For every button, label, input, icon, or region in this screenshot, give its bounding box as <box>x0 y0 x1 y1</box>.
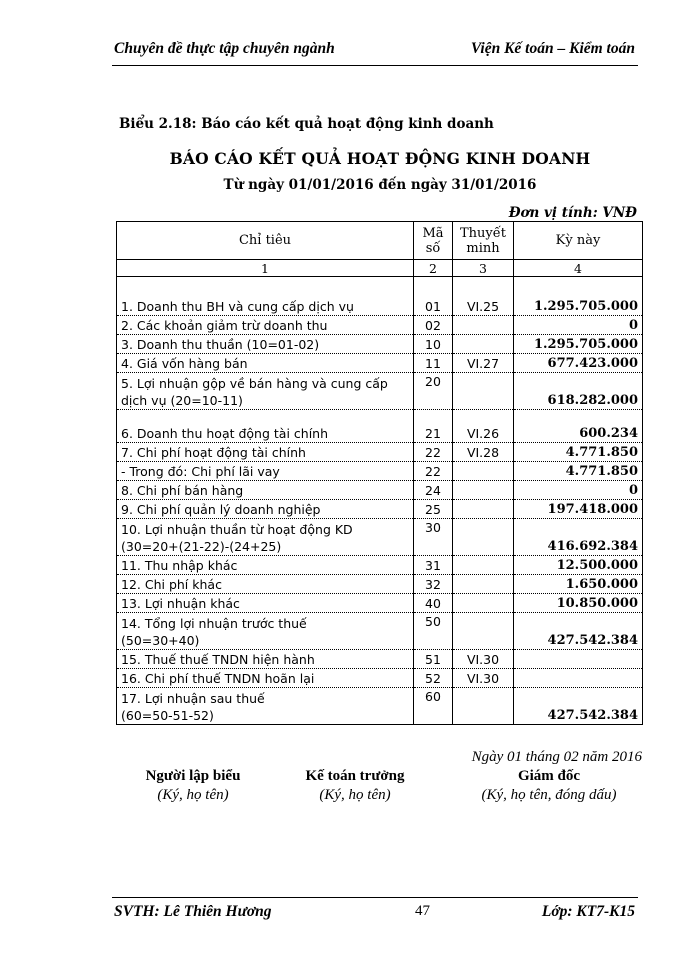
table-row <box>117 650 643 669</box>
row-item-line2: (30=20+(21-22)-(24+25) <box>121 539 282 554</box>
row-item: 16. Chi phí thuế TNDN hoãn lại <box>117 669 414 688</box>
row-note: VI.28 <box>453 443 514 462</box>
report-title: BÁO CÁO KẾT QUẢ HOẠT ĐỘNG KINH DOANH <box>169 149 591 168</box>
currency-unit: Đơn vị tính: VNĐ <box>508 205 637 221</box>
table-row <box>117 519 643 556</box>
row-note <box>453 335 514 354</box>
row-note <box>453 575 514 594</box>
col-index: 2 <box>414 260 453 277</box>
row-note <box>453 688 514 725</box>
row-code: 24 <box>414 481 453 500</box>
row-code: 25 <box>414 500 453 519</box>
row-note: VI.30 <box>453 669 514 688</box>
col-index: 3 <box>453 260 514 277</box>
row-item: 9. Chi phí quản lý doanh nghiệp <box>117 500 414 519</box>
row-item: 7. Chi phí hoạt động tài chính <box>117 443 414 462</box>
signature-note: (Ký, họ tên, đóng dấu) <box>481 787 617 803</box>
signature-note: (Ký, họ tên) <box>157 787 229 803</box>
row-amount: 4.771.850 <box>514 462 643 481</box>
table-row <box>117 500 643 519</box>
row-item-line1: 10. Lợi nhuận thuần từ hoạt động KD <box>121 522 353 537</box>
row-code: 01 <box>414 297 453 316</box>
row-amount <box>514 650 643 669</box>
table-row <box>117 297 643 316</box>
footer-rule <box>112 897 638 898</box>
row-amount: 1.295.705.000 <box>514 335 643 354</box>
figure-caption: Biểu 2.18: Báo cáo kết quả hoạt động kinh doanh <box>119 116 494 132</box>
row-code: 02 <box>414 316 453 335</box>
page-number: 47 <box>415 903 430 919</box>
row-item-line1: 14. Tổng lợi nhuận trước thuế <box>121 616 307 631</box>
row-amount: 12.500.000 <box>514 556 643 575</box>
row-amount: 618.282.000 <box>514 373 643 410</box>
row-amount: 600.234 <box>514 424 643 443</box>
signature-preparer <box>128 768 258 804</box>
table-body <box>117 277 643 725</box>
row-note <box>453 500 514 519</box>
row-amount: 427.542.384 <box>514 613 643 650</box>
table-row <box>117 335 643 354</box>
col-index: 4 <box>514 260 643 277</box>
table-index-row <box>117 260 643 277</box>
signature-title: Kế toán trưởng <box>305 768 405 784</box>
footer-class: Lớp: KT7-K15 <box>541 903 635 920</box>
row-note <box>453 462 514 481</box>
page-header <box>114 40 635 62</box>
col-header-item: Chỉ tiêu <box>117 222 414 260</box>
row-note <box>453 481 514 500</box>
header-right: Viện Kế toán – Kiểm toán <box>470 40 635 57</box>
row-code: 21 <box>414 424 453 443</box>
row-code: 32 <box>414 575 453 594</box>
table-row <box>117 594 643 613</box>
row-note: VI.26 <box>453 424 514 443</box>
footer-student: SVTH: Lê Thiên Hương <box>114 903 272 920</box>
row-amount: 0 <box>514 481 643 500</box>
row-code: 31 <box>414 556 453 575</box>
table-header-row <box>117 222 643 260</box>
col-header-code-line1: Mã <box>422 225 444 241</box>
row-code: 40 <box>414 594 453 613</box>
row-code: 20 <box>414 373 453 410</box>
col-index: 1 <box>117 260 414 277</box>
row-item <box>117 688 414 725</box>
table-row <box>117 481 643 500</box>
table-row <box>117 443 643 462</box>
spacer-row <box>117 410 643 425</box>
row-code: 60 <box>414 688 453 725</box>
table-row <box>117 462 643 481</box>
row-note <box>453 556 514 575</box>
row-item: 11. Thu nhập khác <box>117 556 414 575</box>
row-note: VI.25 <box>453 297 514 316</box>
row-amount: 677.423.000 <box>514 354 643 373</box>
row-item: 1. Doanh thu BH và cung cấp dịch vụ <box>117 297 414 316</box>
row-item-line2: (50=30+40) <box>121 633 200 648</box>
table-row <box>117 575 643 594</box>
row-item: 15. Thuế thuế TNDN hiện hành <box>117 650 414 669</box>
row-item <box>117 613 414 650</box>
row-code: 50 <box>414 613 453 650</box>
row-item-line2: (60=50-51-52) <box>121 708 214 723</box>
row-amount: 197.418.000 <box>514 500 643 519</box>
row-item: 13. Lợi nhuận khác <box>117 594 414 613</box>
row-item: 8. Chi phí bán hàng <box>117 481 414 500</box>
row-amount: 416.692.384 <box>514 519 643 556</box>
signature-title: Người lập biểu <box>145 768 241 784</box>
spacer-row <box>117 277 643 298</box>
row-item: 4. Giá vốn hàng bán <box>117 354 414 373</box>
report-period: Từ ngày 01/01/2016 đến ngày 31/01/2016 <box>223 177 537 193</box>
row-amount: 10.850.000 <box>514 594 643 613</box>
row-code: 51 <box>414 650 453 669</box>
col-header-code-line2: số <box>425 240 441 256</box>
row-amount: 4.771.850 <box>514 443 643 462</box>
table-row <box>117 373 643 410</box>
row-code: 30 <box>414 519 453 556</box>
table-row <box>117 354 643 373</box>
row-item: 2. Các khoản giảm trừ doanh thu <box>117 316 414 335</box>
table-row <box>117 316 643 335</box>
row-amount: 1.295.705.000 <box>514 297 643 316</box>
row-item-line1: 17. Lợi nhuận sau thuế <box>121 691 265 706</box>
table-row <box>117 424 643 443</box>
row-item-line2: dịch vụ (20=10-11) <box>121 393 243 408</box>
table-row <box>117 613 643 650</box>
row-note <box>453 613 514 650</box>
sign-date: Ngày 01 tháng 02 năm 2016 <box>471 749 642 765</box>
row-amount: 427.542.384 <box>514 688 643 725</box>
row-code: 11 <box>414 354 453 373</box>
row-item-line1: 5. Lợi nhuận gộp về bán hàng và cung cấp <box>121 376 388 391</box>
signature-title: Giám đốc <box>517 768 581 784</box>
table-row <box>117 688 643 725</box>
col-header-amount: Kỳ này <box>514 222 643 260</box>
row-item: - Trong đó: Chi phí lãi vay <box>117 462 414 481</box>
row-note: VI.27 <box>453 354 514 373</box>
row-item: 6. Doanh thu hoạt động tài chính <box>117 424 414 443</box>
row-note: VI.30 <box>453 650 514 669</box>
table-row <box>117 556 643 575</box>
col-header-note <box>453 222 514 260</box>
col-header-note-line1: Thuyết <box>460 225 506 241</box>
col-header-code <box>414 222 453 260</box>
signature-director <box>468 768 630 804</box>
row-amount: 0 <box>514 316 643 335</box>
row-amount <box>514 669 643 688</box>
row-amount: 1.650.000 <box>514 575 643 594</box>
row-note <box>453 373 514 410</box>
row-code: 22 <box>414 443 453 462</box>
row-item: 3. Doanh thu thuần (10=01-02) <box>117 335 414 354</box>
row-note <box>453 594 514 613</box>
row-code: 52 <box>414 669 453 688</box>
header-left: Chuyên đề thực tập chuyên ngành <box>114 40 335 57</box>
table-row <box>117 669 643 688</box>
col-header-note-line2: minh <box>466 240 500 256</box>
row-note <box>453 519 514 556</box>
income-statement-table <box>116 221 643 725</box>
header-rule <box>112 65 638 66</box>
signature-note: (Ký, họ tên) <box>319 787 391 803</box>
row-note <box>453 316 514 335</box>
signature-chief-accountant <box>290 768 420 804</box>
row-code: 10 <box>414 335 453 354</box>
row-item <box>117 373 414 410</box>
row-code: 22 <box>414 462 453 481</box>
row-item <box>117 519 414 556</box>
row-item: 12. Chi phí khác <box>117 575 414 594</box>
